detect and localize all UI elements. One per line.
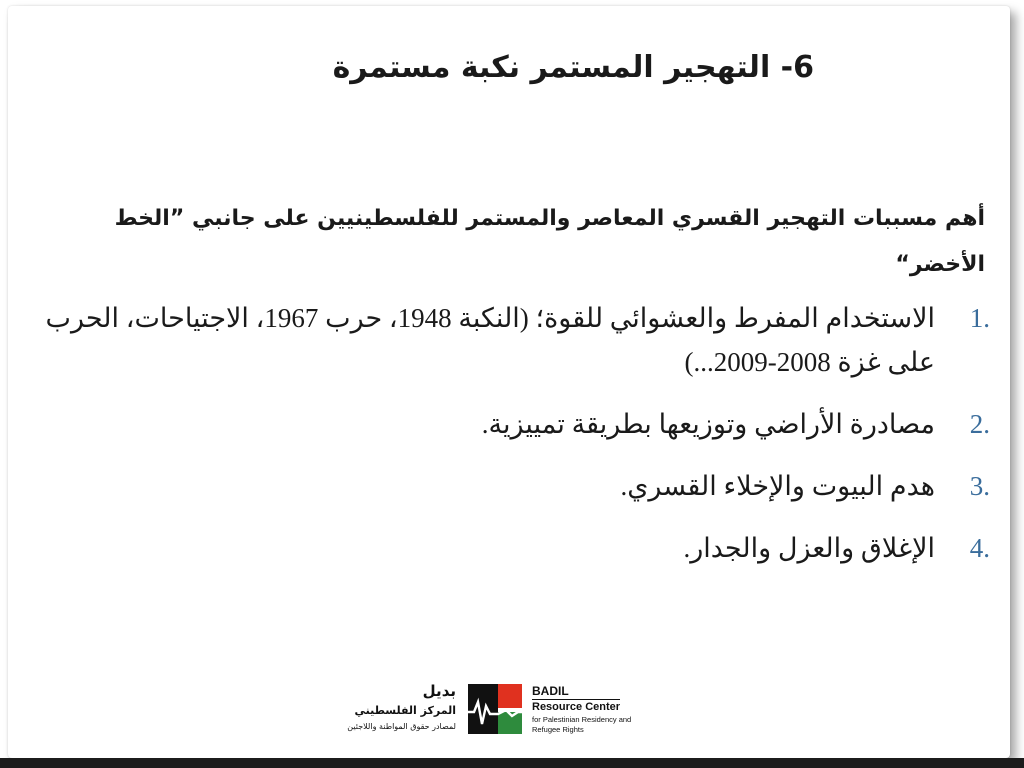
badil-logo	[336, 682, 652, 738]
item-number: 1.	[969, 303, 990, 333]
item-text: هدم البيوت والإخلاء القسري.	[620, 471, 935, 501]
item-text: مصادرة الأراضي وتوزيعها بطريقة تمييزية.	[481, 409, 935, 439]
logo-arabic-tagline: لمصادر حقوق المواطنة واللاجئين	[347, 722, 456, 731]
logo-arabic-name: بديل	[422, 682, 456, 700]
list-item	[300, 464, 990, 508]
item-text: الاستخدام المفرط والعشوائي للقوة؛ (النكبة 1948، حرب 1967، الاجتياحات، الحرب على غزة 2008-2009...)	[45, 303, 935, 377]
slide-subtitle: أهم مسببات التهجير القسري المعاصر والمستمر للفلسطينيين على جانبي ”الخط الأخضر“	[114, 206, 985, 277]
logo-arabic-center: المركز الفلسطيني	[354, 704, 456, 717]
item-number: 2.	[969, 409, 990, 439]
item-number: 3.	[969, 471, 990, 501]
list-item	[300, 526, 990, 570]
list-item	[45, 296, 990, 384]
list-item	[300, 402, 990, 446]
slide-bottom-border	[0, 758, 1024, 768]
item-number: 4.	[969, 533, 990, 563]
slide-title: 6- التهجير المستمر نكبة مستمرة	[332, 50, 814, 85]
logo-english-center: Resource Center	[532, 701, 621, 713]
causes-list	[45, 296, 990, 588]
logo-english-line2: Refugee Rights	[532, 725, 584, 734]
item-text: الإغلاق والعزل والجدار.	[683, 533, 935, 563]
logo-english-line1: for Palestinian Residency and	[532, 715, 632, 724]
logo-english-name: BADIL	[532, 684, 569, 698]
badil-logo-mark-icon	[460, 682, 526, 738]
